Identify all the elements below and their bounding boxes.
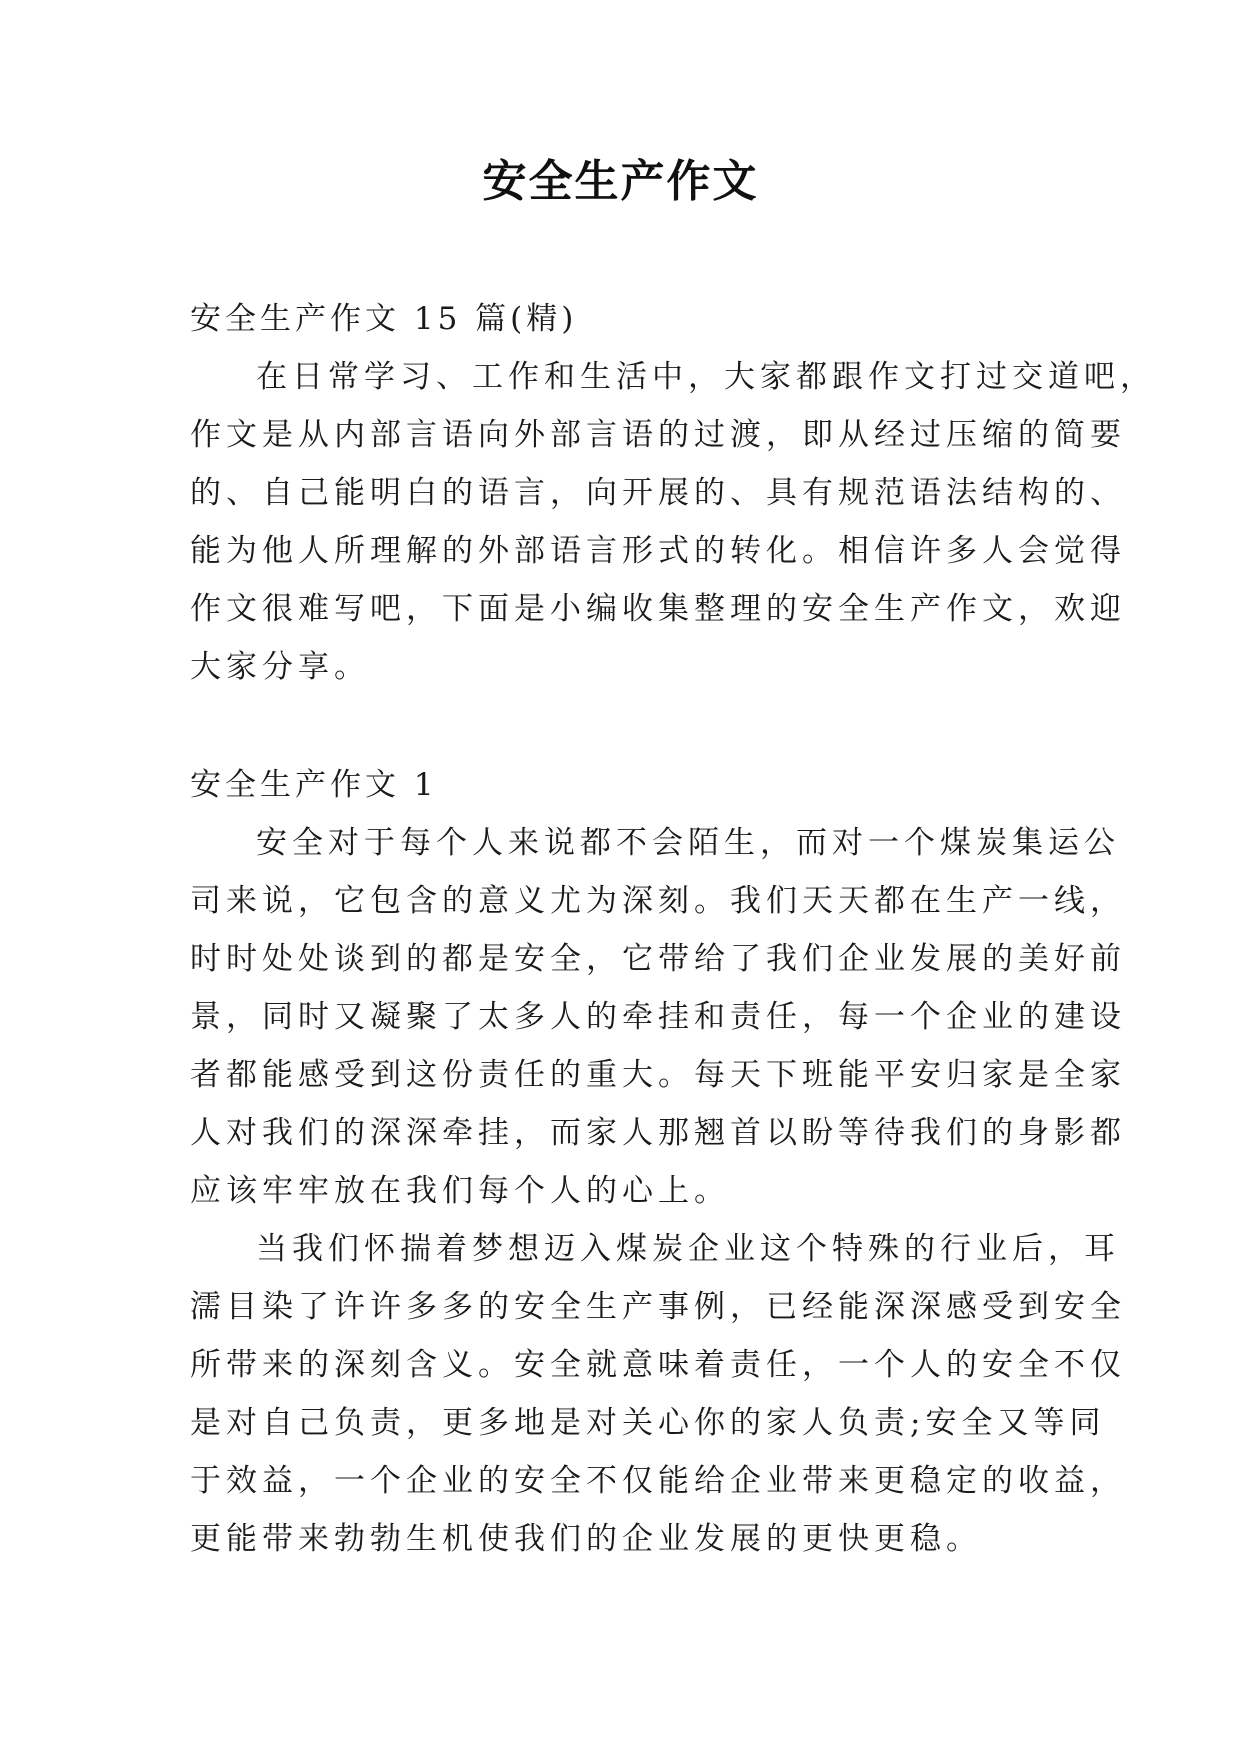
document-body [190,290,1156,1568]
paragraph-line: 作文是从内部言语向外部言语的过渡，即从经过压缩的简要 [190,417,1126,453]
section1-paragraph-2 [190,1220,1126,1568]
section-spacer [190,696,1070,756]
paragraph-line: 司来说，它包含的意义尤为深刻。我们天天都在生产一线， [190,883,1126,919]
section1-paragraph-1 [190,814,1126,1220]
paragraph-line: 能为他人所理解的外部语言形式的转化。相信许多人会觉得 [190,533,1126,569]
paragraph-line: 于效益，一个企业的安全不仅能给企业带来更稳定的收益， [190,1463,1126,1499]
paragraph-line: 更能带来勃勃生机使我们的企业发展的更快更稳。 [190,1521,982,1557]
paragraph-line: 人对我们的深深牵挂，而家人那翘首以盼等待我们的身影都 [190,1115,1126,1151]
paragraph-line: 景，同时又凝聚了太多人的牵挂和责任，每一个企业的建设 [190,999,1126,1035]
paragraph-line: 所带来的深刻含义。安全就意味着责任，一个人的安全不仅 [190,1347,1126,1383]
paragraph-line: 时时处处谈到的都是安全，它带给了我们企业发展的美好前 [190,941,1126,977]
paragraph-line: 安全对于每个人来说都不会陌生，而对一个煤炭集运公 [256,825,1120,861]
intro-heading: 安全生产作文 15 篇(精) [190,301,578,337]
paragraph-line: 应该牢牢放在我们每个人的心上。 [190,1173,730,1209]
section-heading: 安全生产作文 1 [190,767,438,803]
page-title: 安全生产作文 [482,156,759,207]
paragraph-line: 作文很难写吧，下面是小编收集整理的安全生产作文，欢迎 [190,591,1126,627]
paragraph-line: 当我们怀揣着梦想迈入煤炭企业这个特殊的行业后，耳 [256,1231,1120,1267]
paragraph-line: 在日常学习、工作和生活中，大家都跟作文打过交道吧， [256,359,1156,395]
paragraph-line: 是对自己负责，更多地是对关心你的家人负责;安全又等同 [190,1405,1106,1441]
paragraph-line: 的、自己能明白的语言，向开展的、具有规范语法结构的、 [190,475,1126,511]
paragraph-line: 濡目染了许许多多的安全生产事例，已经能深深感受到安全 [190,1289,1126,1325]
paragraph-line: 大家分享。 [190,649,370,685]
intro-paragraph [190,348,1156,696]
paragraph-line: 者都能感受到这份责任的重大。每天下班能平安归家是全家 [190,1057,1126,1093]
